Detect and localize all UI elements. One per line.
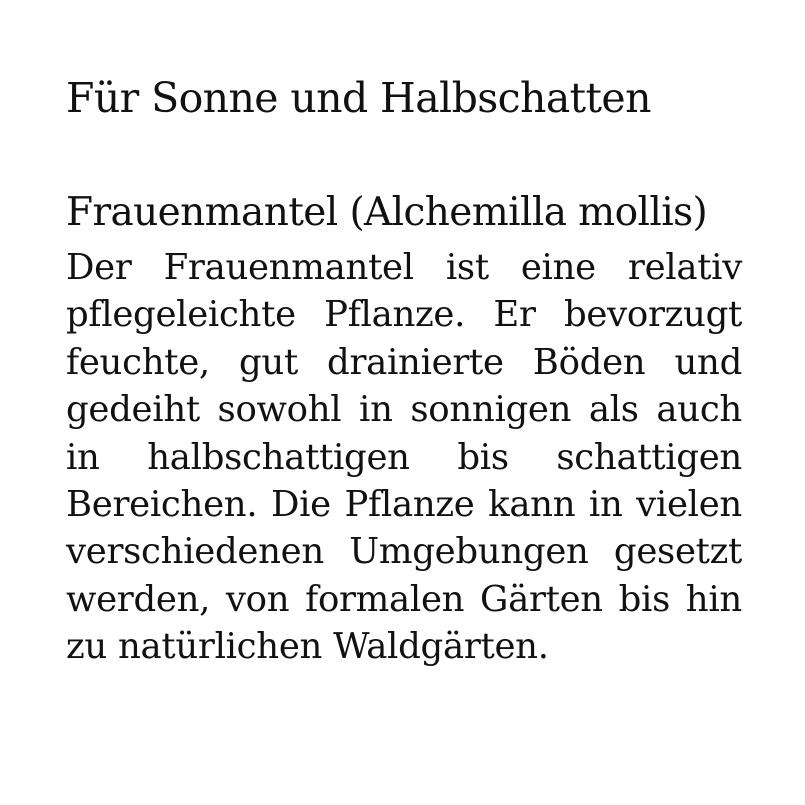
section-heading: Für Sonne und Halbschatten [66,74,651,122]
plant-title: Frauenmantel (Alchemilla mollis) [66,190,708,235]
plant-description: Der Frauenmantel ist eine relativ pflegeleichte Pflanze. Er bevorzugt feuchte, gut drainierte Böden und gedeiht sowohl in sonnigen als auch in halbschattigen bis schattigen Bereichen. Die Pflanze kann in vielen verschiedenen Umgebungen gesetzt werden, von formalen Gärten bis hin zu natürlichen Waldgärten. [66,247,742,668]
